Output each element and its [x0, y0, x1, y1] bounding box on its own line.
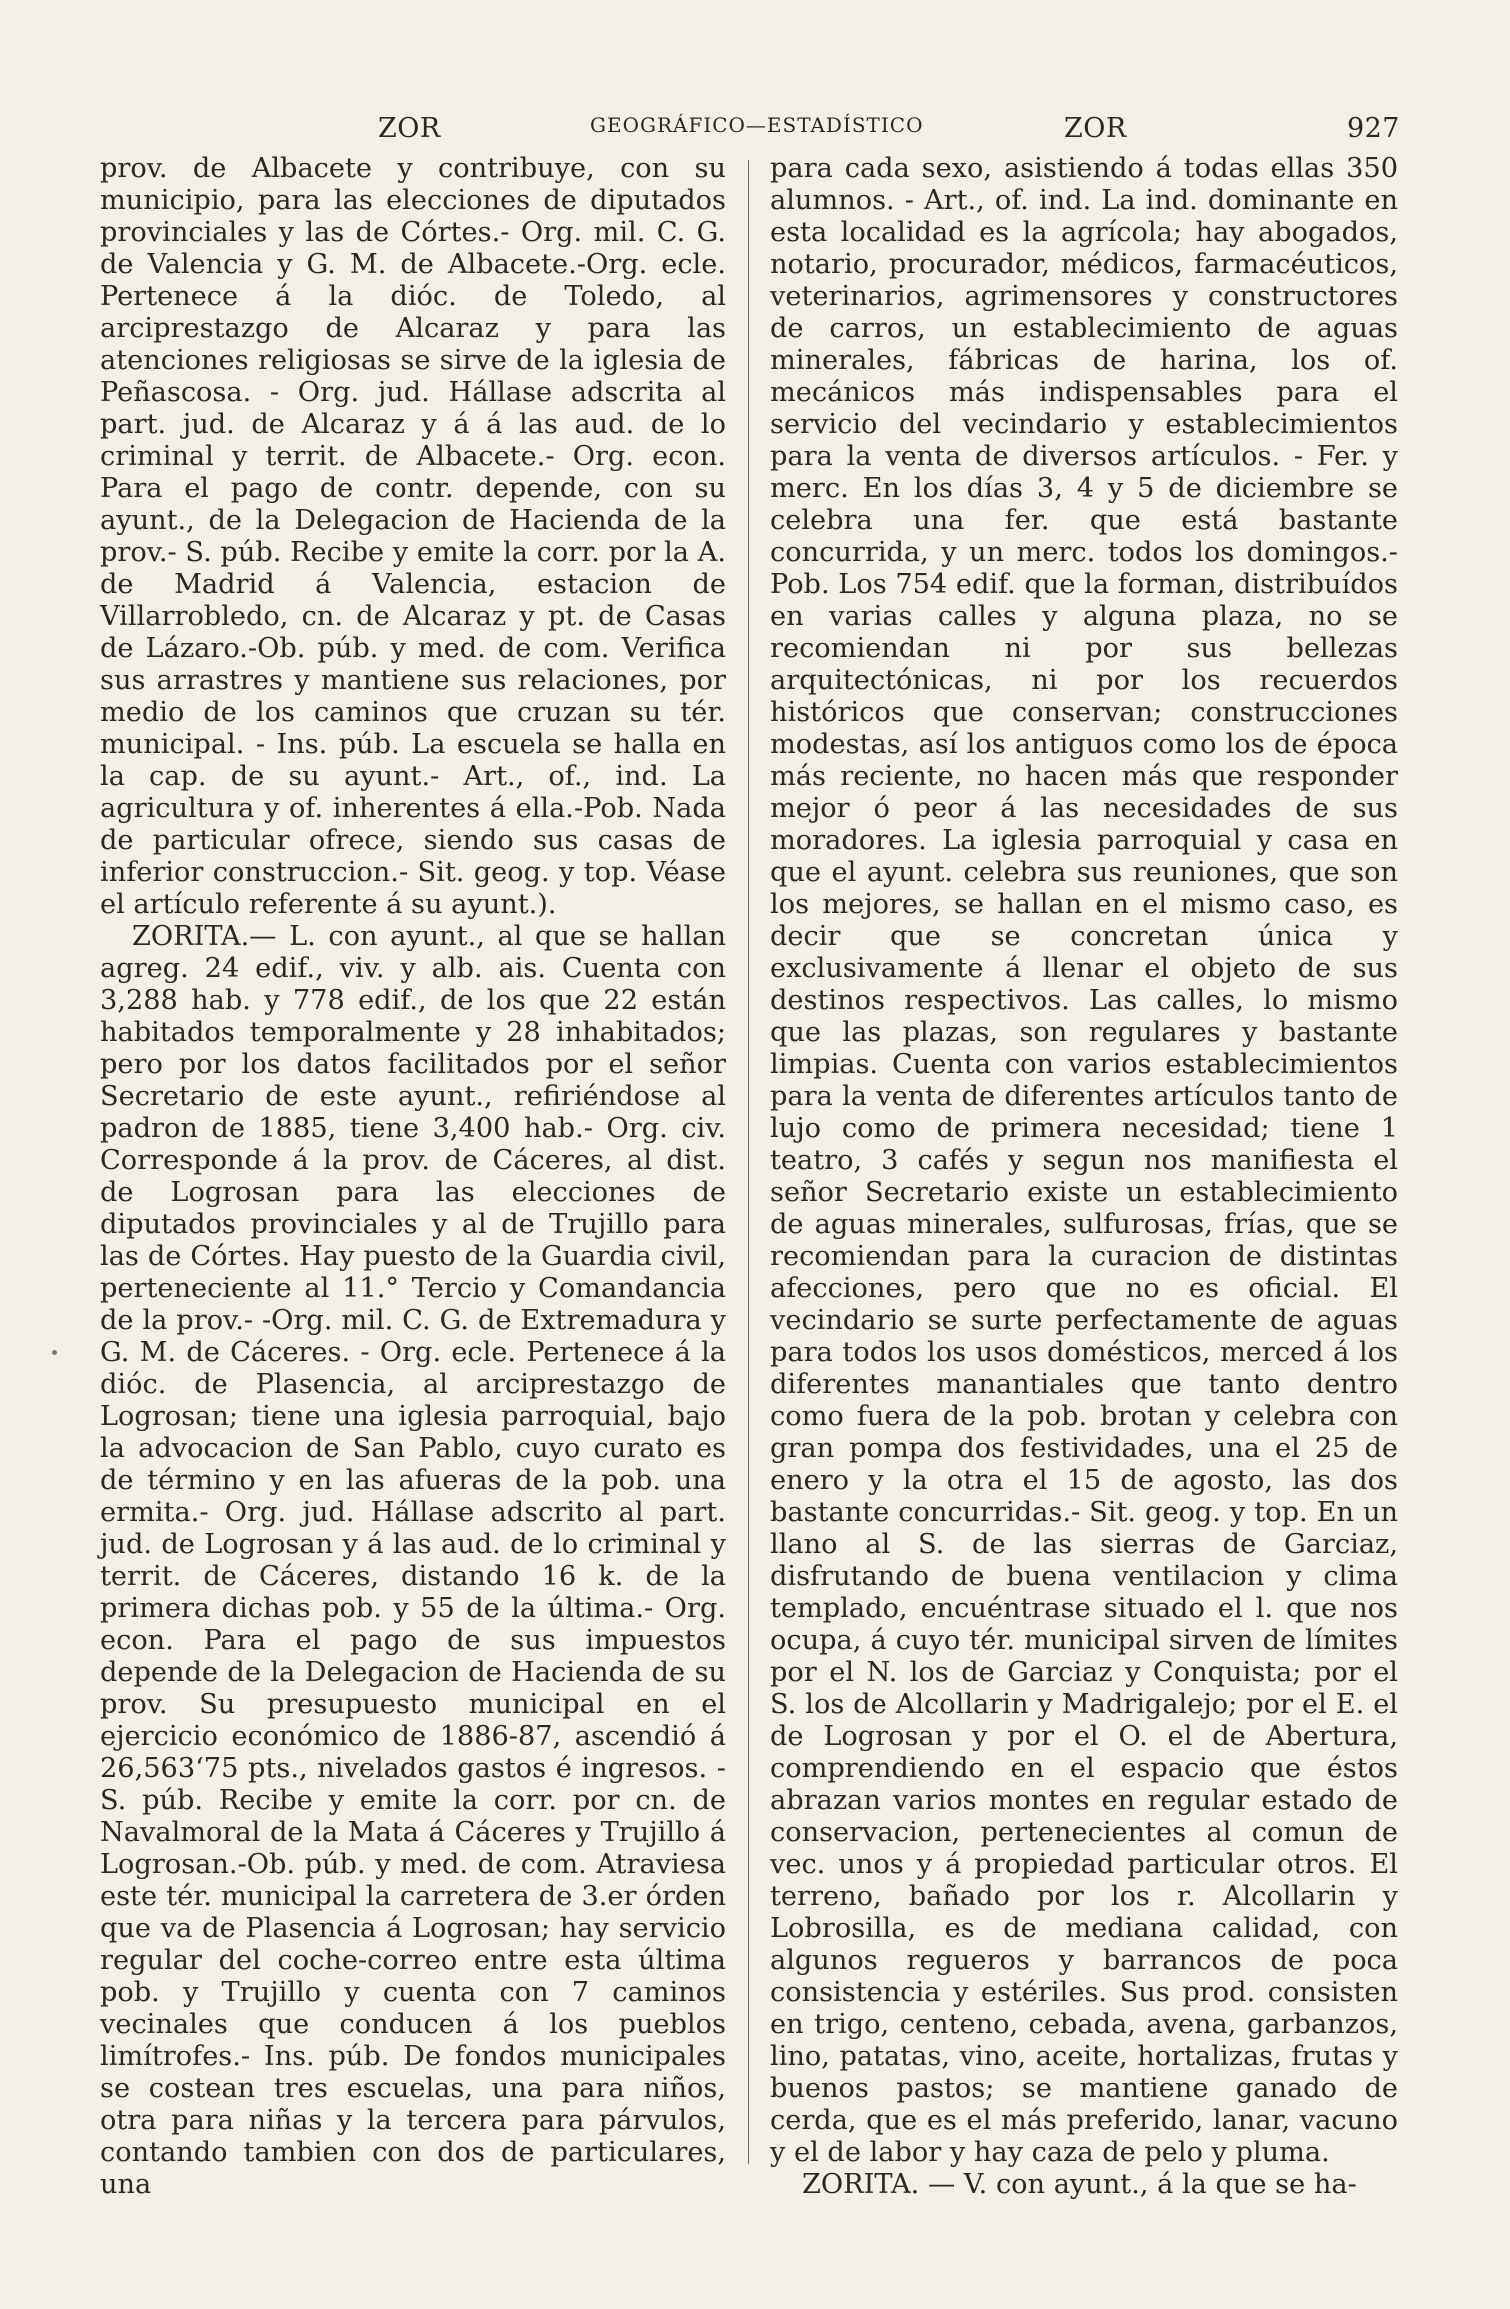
paper-speck	[52, 1350, 57, 1355]
left-column	[100, 153, 726, 2201]
entry-zorita-villa: ZORITA. — V. con ayunt., á la que se ha-	[802, 2169, 1357, 2200]
entry-zorita-lugar: ZORITA.— L. con ayunt., al que se hallan agreg. 24 edif., viv. y alb. ais. Cuenta con 3,288 hab. y 778 edif., de los que 22 están habitados temporalmente y 28 inhabitados; pero por los datos facilitados por el señor Secretario de este ayunt., refiriéndose al padron de 1885, tiene 3,400 hab.- Org. civ. Corresponde á la prov. de Cáceres, al dist. de Logrosan para las elecciones de diputados provinciales y al de Trujillo para las de Córtes. Hay puesto de la Guardia civil, perteneciente al 11.° Tercio y Comandancia de la prov.- -Org. mil. C. G. de Extremadura y G. M. de Cáceres. - Org. ecle. Pertenece á la dióc. de Plasencia, al arciprestazgo de Logrosan; tiene una iglesia parroquial, bajo la advocacion de San Pablo, cuyo curato es de término y en las afueras de la pob. una ermita.- Org. jud. Hállase adscrito al part. jud. de Logrosan y á las aud. de lo criminal y territ. de Cáceres, distando 16 k. de la primera dichas pob. y 55 de la última.- Org. econ. Para el pago de sus impuestos depende de la Delegacion de Hacienda de su prov. Su presupuesto municipal en el ejercicio económico de 1886-87, ascendió á 26,563‘75 pts., nivelados gastos é ingresos. - S. púb. Recibe y emite la corr. por cn. de Navalmoral de la Mata á Cáceres y Trujillo á Logrosan.-Ob. púb. y med. de com. Atraviesa este tér. municipal la carretera de 3.er órden que va de Plasencia á Logrosan; hay servicio regular del coche-correo entre esta última pob. y Trujillo y cuenta con 7 caminos vecinales que conducen á los pueblos limítrofes.- Ins. púb. De fondos municipales se costean tres escuelas, una para niños, otra para niñas y la tercera para párvulos, contando tambien con dos de particulares, una	[100, 921, 726, 2200]
left-paragraph-continuation: prov. de Albacete y contribuye, con su municipio, para las elecciones de diputados provinciales y las de Córtes.- Org. mil. C. G. de Valencia y G. M. de Albacete.-Org. ecle. Pertenece á la dióc. de Toledo, al arciprestazgo de Alcaraz y para las atenciones religiosas se sirve de la iglesia de Peñascosa. - Org. jud. Hállase adscrita al part. jud. de Alcaraz y á á las aud. de lo criminal y territ. de Albacete.- Org. econ. Para el pago de contr. depende, con su ayunt., de la Delegacion de Hacienda de la prov.- S. púb. Recibe y emite la corr. por la A. de Madrid á Valencia, estacion de Villarrobledo, cn. de Alcaraz y pt. de Casas de Lázaro.-Ob. púb. y med. de com. Verifica sus arrastres y mantiene sus relaciones, por medio de los caminos que cruzan su tér. municipal. - Ins. púb. La escuela se halla en la cap. de su ayunt.- Art., of., ind. La agricultura y of. inherentes á ella.-Pob. Nada de particular ofrece, siendo sus casas de inferior construccion.- Sit. geog. y top. Véase el artículo referente á su ayunt.).	[100, 153, 726, 920]
right-paragraph-continuation: para cada sexo, asistiendo á todas ellas 350 alumnos. - Art., of. ind. La ind. dominante en esta localidad es la agrícola; hay abogados, notario, procurador, médicos, farmacéuticos, veterinarios, agrimensores y constructores de carros, un establecimiento de aguas minerales, fábricas de harina, los of. mecánicos más indispensables para el servicio del vecindario y establecimientos para la venta de diversos artículos. - Fer. y merc. En los días 3, 4 y 5 de diciembre se celebra una fer. que está bastante concurrida, y un merc. todos los domingos.-Pob. Los 754 edif. que la forman, distribuídos en varias calles y alguna plaza, no se recomiendan ni por sus bellezas arquitectónicas, ni por los recuerdos históricos que conservan; construcciones modestas, así los antiguos como los de época más reciente, no hacen más que responder mejor ó peor á las necesidades de sus moradores. La iglesia parroquial y casa en que el ayunt. celebra sus reuniones, que son los mejores, se hallan en el mismo caso, es decir que se concretan única y exclusivamente á llenar el objeto de sus destinos respectivos. Las calles, lo mismo que las plazas, son regulares y bastante limpias. Cuenta con varios establecimientos para la venta de diferentes artículos tanto de lujo como de primera necesidad; tiene 1 teatro, 3 cafés y segun nos manifiesta el señor Secretario existe un establecimiento de aguas minerales, sulfurosas, frías, que se recomiendan para la curacion de distintas afecciones, pero que no es oficial. El vecindario se surte perfectamente de aguas para todos los usos domésticos, merced á los diferentes manantiales que tanto dentro como fuera de la pob. brotan y celebra con gran pompa dos festividades, una el 25 de enero y la otra el 15 de agosto, las dos bastante concurridas.- Sit. geog. y top. En un llano al S. de las sierras de Garciaz, disfrutando de buena ventilacion y clima templado, encuéntrase situado el l. que nos ocupa, á cuyo tér. municipal sirven de límites por el N. los de Garciaz y Conquista; por el S. los de Alcollarin y Madrigalejo; por el E. el de Logrosan y por el O. el de Abertura, comprendiendo en el espacio que éstos abrazan varios montes en regular estado de conservacion, pertenecientes al comun de vec. unos y á propiedad particular otros. El terreno, bañado por los r. Alcollarin y Lobrosilla, es de mediana calidad, con algunos regueros y barrancos de poca consistencia y estériles. Sus prod. consisten en trigo, centeno, cebada, avena, garbanzos, lino, patatas, vino, aceite, hortalizas, frutas y buenos pastos; se mantiene ganado de cerda, que es el más preferido, lanar, vacuno y el de labor y hay caza de pelo y pluma.	[770, 153, 1398, 2168]
right-column	[770, 153, 1398, 2201]
running-head	[100, 113, 1400, 153]
header-left-word: ZOR	[378, 113, 441, 144]
header-center-title: GEOGRÁFICO—ESTADÍSTICO	[590, 113, 924, 137]
page-number: 927	[1346, 113, 1400, 144]
column-rule	[748, 160, 749, 2164]
header-right-word: ZOR	[1064, 113, 1127, 144]
